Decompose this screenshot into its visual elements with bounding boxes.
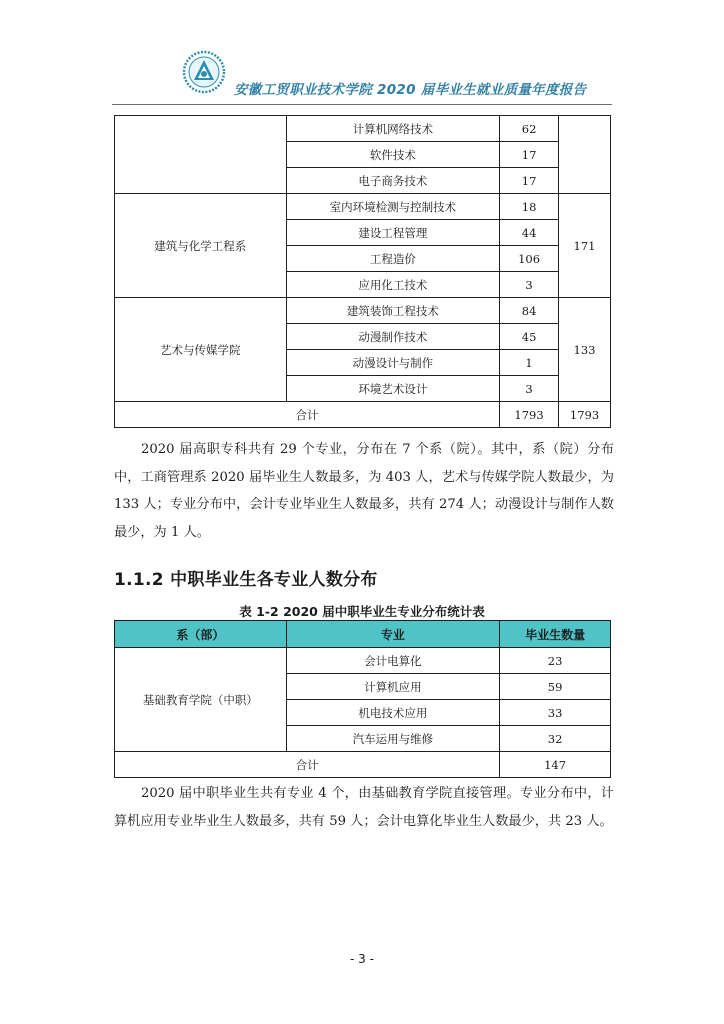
column-header-dept: 系（部） <box>115 621 287 648</box>
major-cell: 机电技术应用 <box>286 700 500 726</box>
dept-cell <box>115 116 287 194</box>
count-cell: 3 <box>500 376 559 402</box>
count-cell: 84 <box>500 298 559 324</box>
total-label-cell: 合计 <box>115 402 500 428</box>
dept-total-cell: 133 <box>559 298 611 402</box>
major-cell: 会计电算化 <box>286 648 500 674</box>
major-distribution-table-continued <box>114 115 611 428</box>
dept-total-cell: 171 <box>559 194 611 298</box>
count-cell: 17 <box>500 168 559 194</box>
summary-paragraph-vocational-college <box>114 436 614 546</box>
table-caption: 表 1-2 2020 届中职毕业生专业分布统计表 <box>239 604 485 619</box>
table-header-row <box>115 621 611 648</box>
dept-cell: 建筑与化学工程系 <box>115 194 287 298</box>
table-total-row <box>115 402 611 428</box>
major-cell: 计算机应用 <box>286 674 500 700</box>
dept-cell: 基础教育学院（中职） <box>115 648 287 752</box>
count-cell: 45 <box>500 324 559 350</box>
major-cell: 工程造价 <box>286 246 500 272</box>
major-cell: 建设工程管理 <box>286 220 500 246</box>
count-cell: 106 <box>500 246 559 272</box>
count-cell: 62 <box>500 116 559 142</box>
major-cell: 计算机网络技术 <box>286 116 500 142</box>
count-cell: 59 <box>500 674 611 700</box>
table-row <box>115 298 611 324</box>
section-heading: 1.1.2 中职毕业生各专业人数分布 <box>114 570 378 590</box>
page-number: - 3 - <box>350 952 374 966</box>
total-label-cell: 合计 <box>115 752 500 778</box>
report-header-title: 安徽工贸职业技术学院 2020 届毕业生就业质量年度报告 <box>234 82 587 98</box>
major-cell: 动漫制作技术 <box>286 324 500 350</box>
total-count-cell: 1793 <box>500 402 559 428</box>
major-cell: 汽车运用与维修 <box>286 726 500 752</box>
count-cell: 17 <box>500 142 559 168</box>
count-cell: 3 <box>500 272 559 298</box>
total-sum-cell: 1793 <box>559 402 611 428</box>
secondary-vocational-major-table <box>114 620 611 778</box>
major-cell: 室内环境检测与控制技术 <box>286 194 500 220</box>
table-row <box>115 194 611 220</box>
column-header-major: 专业 <box>286 621 500 648</box>
major-cell: 动漫设计与制作 <box>286 350 500 376</box>
count-cell: 18 <box>500 194 559 220</box>
count-cell: 1 <box>500 350 559 376</box>
table-total-row <box>115 752 611 778</box>
count-cell: 44 <box>500 220 559 246</box>
school-logo-icon <box>182 50 226 94</box>
major-cell: 建筑装饰工程技术 <box>286 298 500 324</box>
column-header-count: 毕业生数量 <box>500 621 611 648</box>
count-cell: 23 <box>500 648 611 674</box>
count-cell: 32 <box>500 726 611 752</box>
paragraph-text: 2020 届中职毕业生共有专业 4 个，由基础教育学院直接管理。专业分布中，计算机应用专业毕业生人数最多，共有 59 人；会计电算化毕业生人数最少，共 23 人。 <box>114 786 614 829</box>
dept-total-cell <box>559 116 611 194</box>
total-count-cell: 147 <box>500 752 611 778</box>
major-cell: 电子商务技术 <box>286 168 500 194</box>
major-cell: 环境艺术设计 <box>286 376 500 402</box>
header-divider <box>112 104 612 105</box>
summary-paragraph-secondary-vocational <box>114 780 614 835</box>
count-cell: 33 <box>500 700 611 726</box>
dept-cell: 艺术与传媒学院 <box>115 298 287 402</box>
table-row <box>115 648 611 674</box>
table-row <box>115 116 611 142</box>
major-cell: 应用化工技术 <box>286 272 500 298</box>
major-cell: 软件技术 <box>286 142 500 168</box>
paragraph-text: 2020 届高职专科共有 29 个专业，分布在 7 个系（院）。其中，系（院）分布中，工商管理系 2020 届毕业生人数最多，为 403 人，艺术与传媒学院人数最少，为 133 人；专业分布中，会计专业毕业生人数最多，共有 274 人；动漫设计与制作人数最少，为 1 人。 <box>114 442 614 540</box>
